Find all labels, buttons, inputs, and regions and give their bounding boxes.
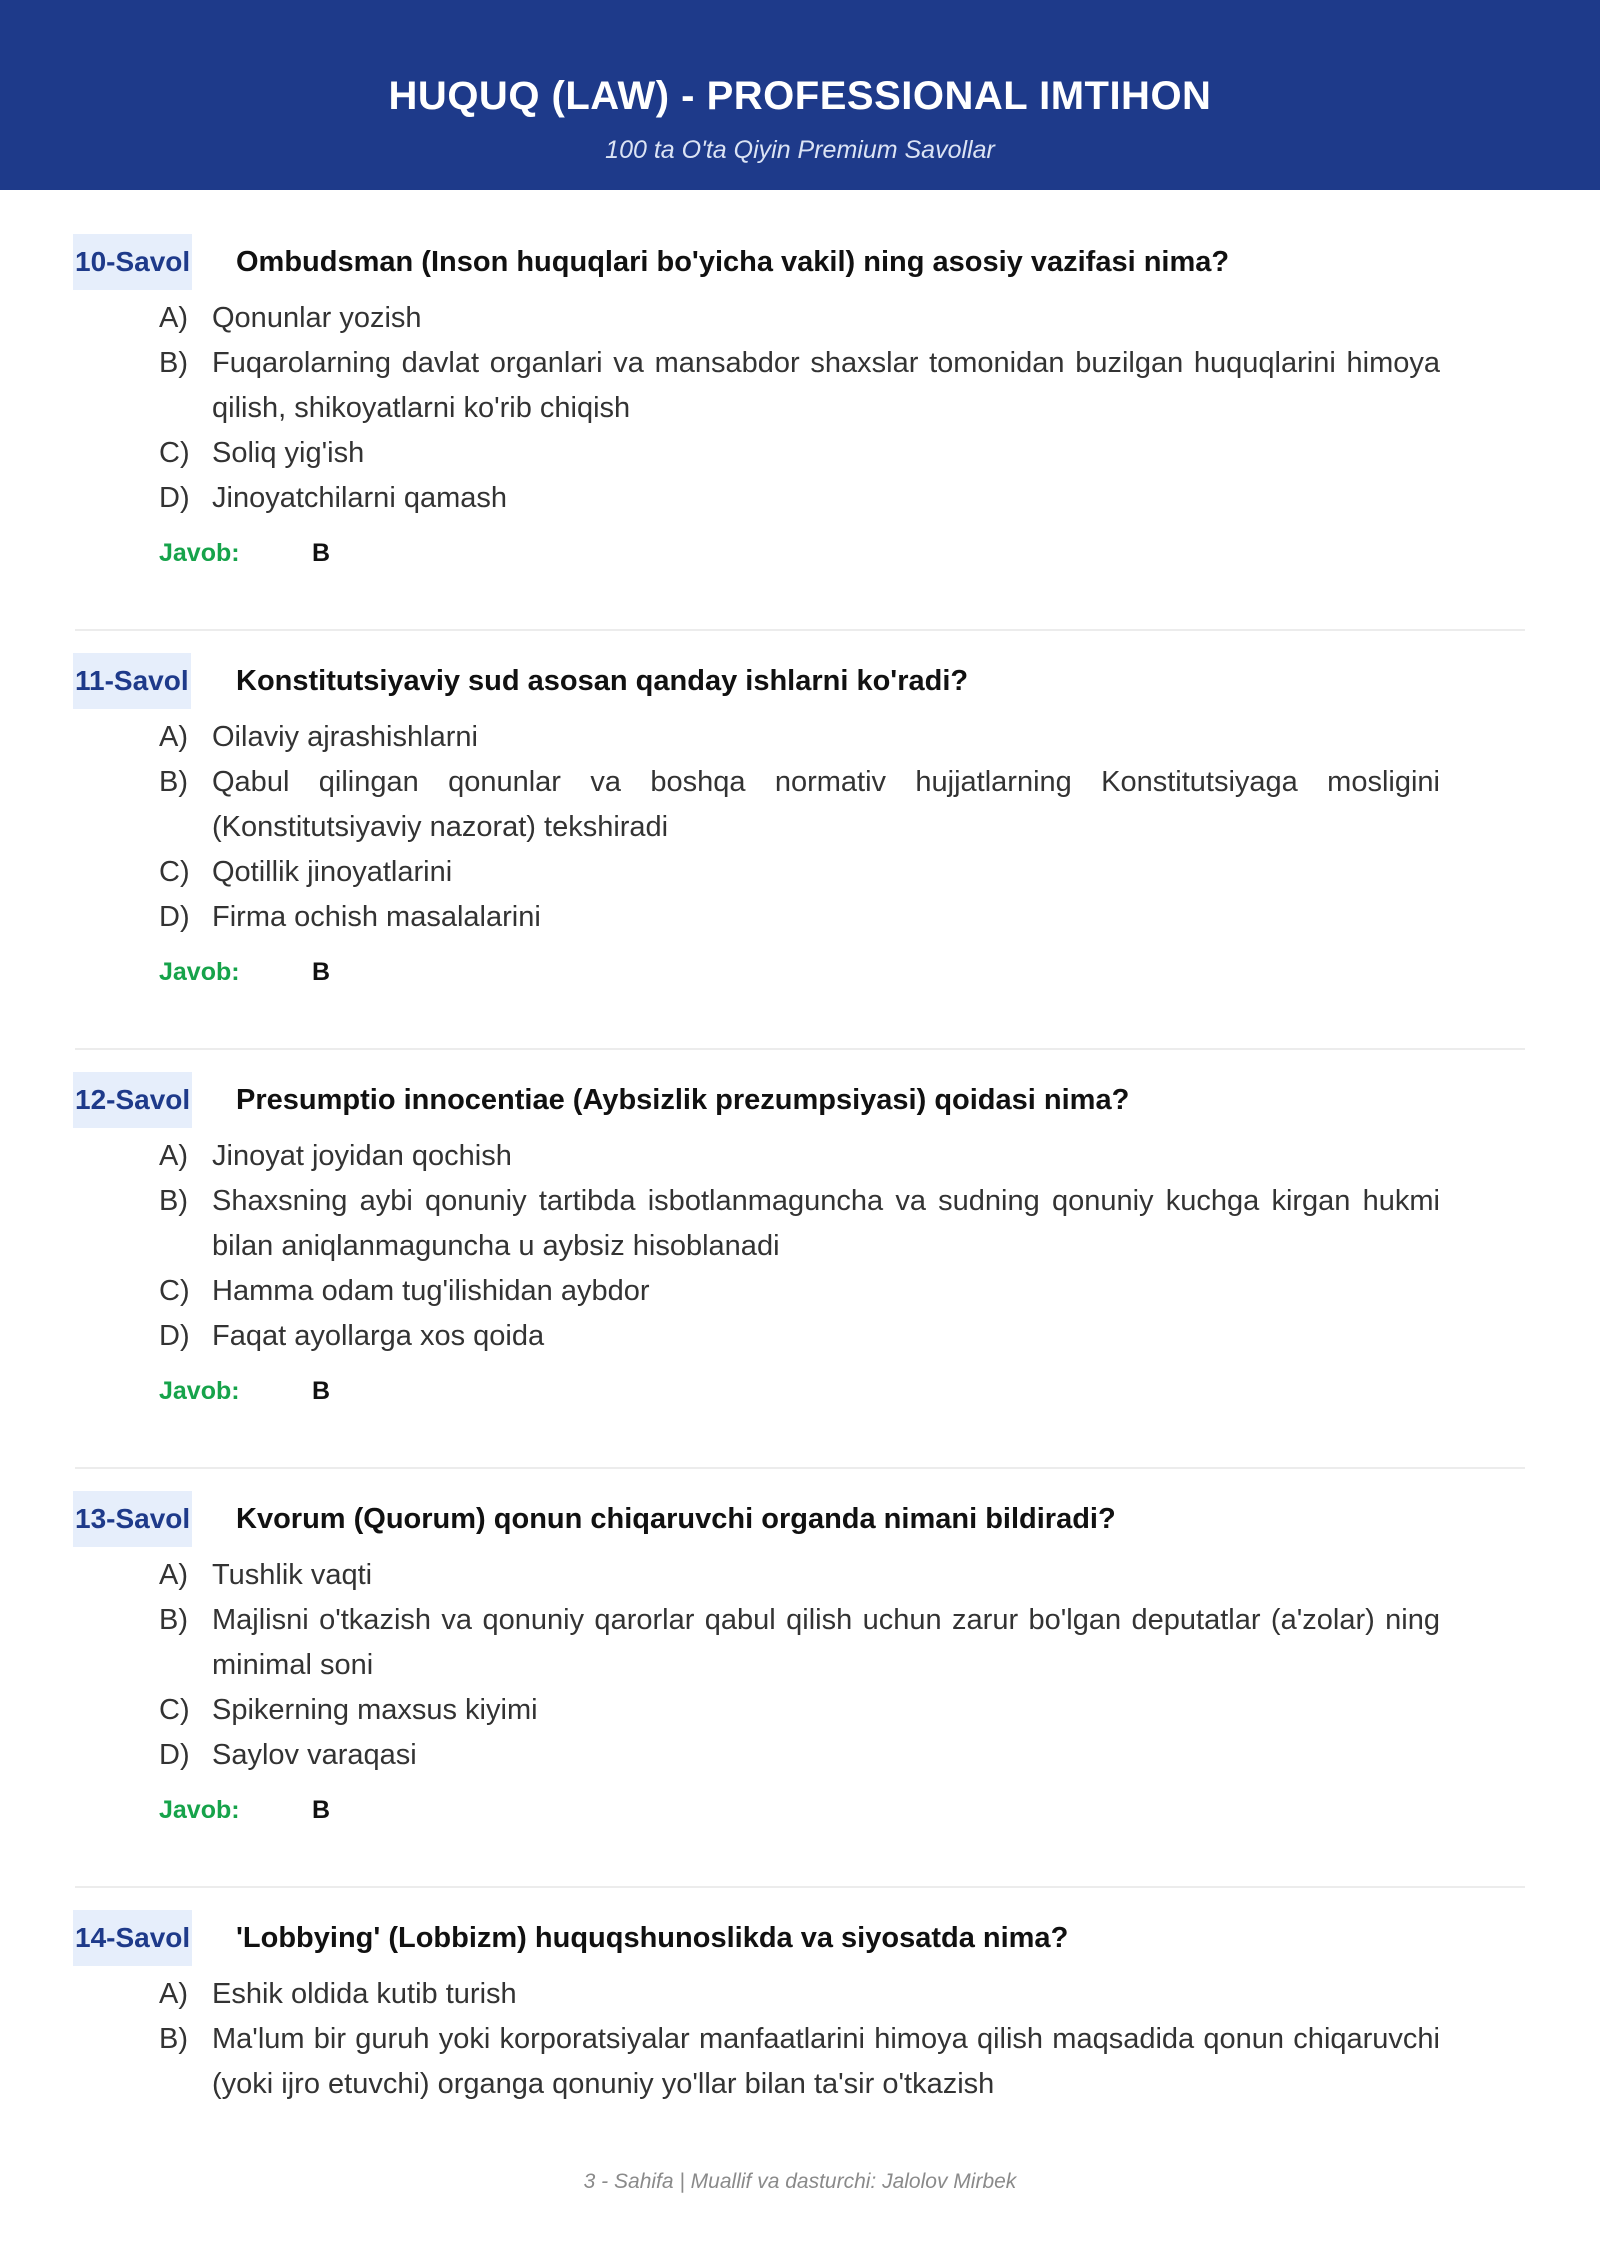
option-letter: B) <box>159 1604 188 1636</box>
option-text: Faqat ayollarga xos qoida <box>212 1320 545 1352</box>
option-d <box>0 1314 1600 1359</box>
question-header <box>0 1072 1600 1128</box>
divider <box>75 1048 1525 1050</box>
option-b <box>0 760 1600 850</box>
option-text: Oilaviy ajrashishlarni <box>212 721 478 753</box>
option-text: Jinoyatchilarni qamash <box>212 482 507 514</box>
answer-row <box>0 525 1600 581</box>
option-c <box>0 850 1600 895</box>
option-c <box>0 431 1600 476</box>
answer-row <box>0 1363 1600 1419</box>
option-text: Ma'lum bir guruh yoki korporatsiyalar manfaatlarini himoya qilish maqsadida qonun chiqaruvchi (yoki ijro etuvchi) organga qonuniy yo'llar bilan ta'sir o'tkazish <box>212 2023 1440 2100</box>
question-text: Konstitutsiyaviy sud asosan qanday ishlarni ko'radi? <box>236 665 969 697</box>
option-letter: B) <box>159 766 188 798</box>
option-b <box>0 1179 1600 1269</box>
option-letter: D) <box>159 1739 190 1771</box>
option-d <box>0 476 1600 521</box>
answer-row <box>0 1782 1600 1838</box>
question-number: 12-Savol <box>73 1072 192 1128</box>
option-letter: A) <box>159 1978 188 2010</box>
option-list <box>0 1553 1600 1778</box>
option-d <box>0 895 1600 940</box>
option-a <box>0 1553 1600 1598</box>
option-text: Tushlik vaqti <box>212 1559 373 1591</box>
option-list <box>0 715 1600 940</box>
question-block <box>0 190 1600 631</box>
question-block <box>0 1491 1600 1888</box>
option-text: Jinoyat joyidan qochish <box>212 1140 512 1172</box>
question-header <box>0 234 1600 290</box>
page-subtitle: 100 ta O'ta Qiyin Premium Savollar <box>605 136 995 164</box>
option-c <box>0 1688 1600 1733</box>
question-header <box>0 653 1600 709</box>
option-letter: A) <box>159 302 188 334</box>
option-letter: A) <box>159 721 188 753</box>
option-letter: C) <box>159 856 190 888</box>
option-text: Saylov varaqasi <box>212 1739 417 1771</box>
option-text: Majlisni o'tkazish va qonuniy qarorlar qabul qilish uchun zarur bo'lgan deputatlar (a'zolar) ning minimal soni <box>212 1604 1440 1681</box>
option-letter: C) <box>159 437 190 469</box>
option-letter: C) <box>159 1275 190 1307</box>
option-list <box>0 1134 1600 1359</box>
answer-value: B <box>312 958 331 986</box>
question-number: 13-Savol <box>73 1491 192 1547</box>
option-list <box>0 1972 1600 2107</box>
option-b <box>0 1598 1600 1688</box>
option-list <box>0 296 1600 521</box>
option-letter: A) <box>159 1559 188 1591</box>
option-letter: B) <box>159 1185 188 1217</box>
question-text: Presumptio innocentiae (Aybsizlik prezumpsiyasi) qoidasi nima? <box>236 1084 1130 1116</box>
option-letter: A) <box>159 1140 188 1172</box>
answer-label: Javob: <box>159 1377 240 1405</box>
option-letter: D) <box>159 901 190 933</box>
option-text: Qonunlar yozish <box>212 302 422 334</box>
question-number: 10-Savol <box>73 234 192 290</box>
option-c <box>0 1269 1600 1314</box>
question-header <box>0 1491 1600 1547</box>
option-text: Spikerning maxsus kiyimi <box>212 1694 538 1726</box>
option-text: Soliq yig'ish <box>212 437 365 469</box>
question-block <box>0 653 1600 1050</box>
divider <box>75 1886 1525 1888</box>
question-text: Ombudsman (Inson huquqlari bo'yicha vakil) ning asosiy vazifasi nima? <box>236 246 1230 278</box>
option-letter: B) <box>159 2023 188 2055</box>
divider <box>75 1467 1525 1469</box>
option-letter: D) <box>159 1320 190 1352</box>
option-b <box>0 2017 1600 2107</box>
question-block <box>0 1910 1600 2107</box>
option-text: Qabul qilingan qonunlar va boshqa normativ hujjatlarning Konstitutsiyaga mosligini (Konstitutsiyaviy nazorat) tekshiradi <box>212 766 1440 843</box>
question-number: 14-Savol <box>73 1910 192 1966</box>
option-letter: B) <box>159 347 188 379</box>
question-text: Kvorum (Quorum) qonun chiqaruvchi organda nimani bildiradi? <box>236 1503 1116 1535</box>
page-header <box>0 0 1600 190</box>
option-letter: D) <box>159 482 190 514</box>
answer-value: B <box>312 539 331 567</box>
option-text: Shaxsning aybi qonuniy tartibda isbotlanmaguncha va sudning qonuniy kuchga kirgan hukmi bilan aniqlanmaguncha u aybsiz hisoblanadi <box>212 1185 1440 1262</box>
answer-value: B <box>312 1377 331 1405</box>
option-text: Qotillik jinoyatlarini <box>212 856 453 888</box>
page-title: HUQUQ (LAW) - PROFESSIONAL IMTIHON <box>388 74 1212 118</box>
answer-value: B <box>312 1796 331 1824</box>
option-text: Firma ochish masalalarini <box>212 901 541 933</box>
answer-label: Javob: <box>159 1796 240 1824</box>
question-number: 11-Savol <box>73 653 191 709</box>
option-text: Eshik oldida kutib turish <box>212 1978 517 2010</box>
answer-label: Javob: <box>159 958 240 986</box>
option-a <box>0 1134 1600 1179</box>
option-b <box>0 341 1600 431</box>
option-letter: C) <box>159 1694 190 1726</box>
option-a <box>0 296 1600 341</box>
question-text: 'Lobbying' (Lobbizm) huquqshunoslikda va siyosatda nima? <box>236 1922 1069 1954</box>
option-a <box>0 715 1600 760</box>
page-footer: 3 - Sahifa | Muallif va dasturchi: Jalolov Mirbek <box>583 2170 1017 2193</box>
option-a <box>0 1972 1600 2017</box>
answer-label: Javob: <box>159 539 240 567</box>
divider <box>75 629 1525 631</box>
option-text: Hamma odam tug'ilishidan aybdor <box>212 1275 650 1307</box>
option-d <box>0 1733 1600 1778</box>
question-list <box>0 190 1600 2107</box>
question-block <box>0 1072 1600 1469</box>
answer-row <box>0 944 1600 1000</box>
question-header <box>0 1910 1600 1966</box>
option-text: Fuqarolarning davlat organlari va mansabdor shaxslar tomonidan buzilgan huquqlarini himoya qilish, shikoyatlarni ko'rib chiqish <box>212 347 1440 424</box>
